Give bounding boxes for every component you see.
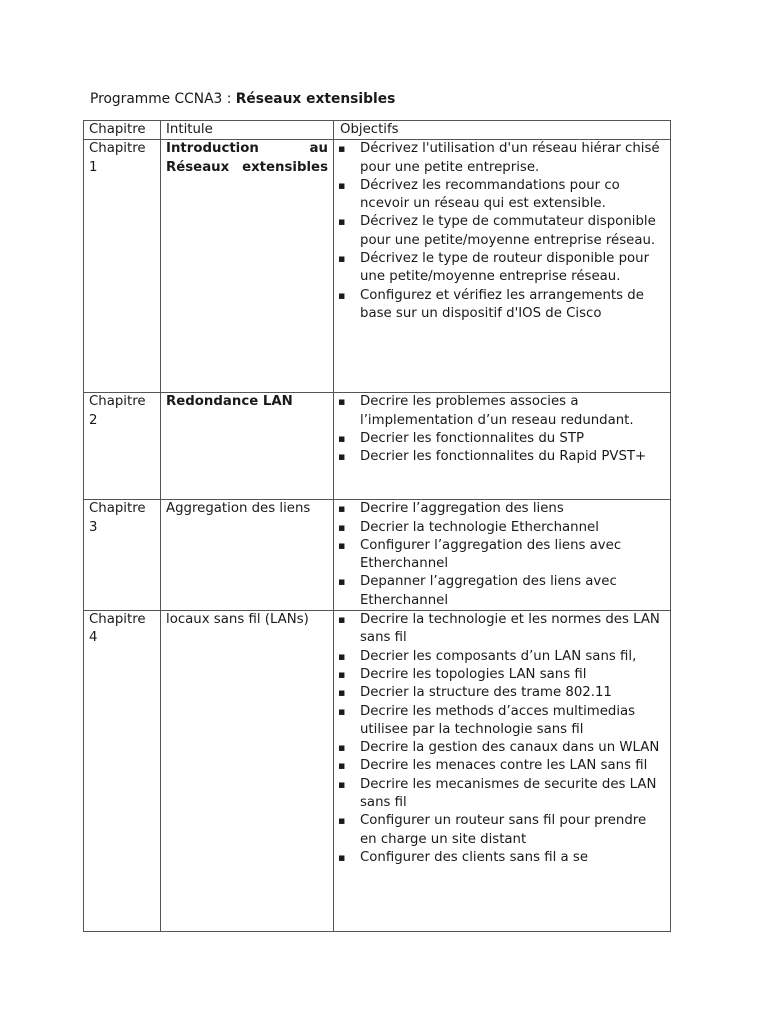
list-item: ▪ Decrire la gestion des canaux dans un WLAN [360,739,664,757]
list-item: ▪ Decrire l’aggregation des liens [360,500,664,518]
table-row [84,140,671,393]
table-row [84,500,671,611]
syllabus-table [83,120,671,932]
list-item: ▪ Decrier la structure des trame 802.11 [360,684,664,702]
list-item: ▪ Décrivez les recommandations pour co ncevoir un réseau qui est extensible. [360,177,664,214]
objectives-cell [334,140,671,393]
list-item: ▪ Decrier les composants d’un LAN sans fil, [360,648,664,666]
header-objectifs: Objectifs [334,121,671,140]
page-title [90,91,395,107]
objectives-list [360,611,664,867]
list-item: ▪ Configurer l’aggregation des liens avec Etherchannel [360,537,664,574]
objectives-list [360,500,664,610]
title-prefix: Programme CCNA3 : [90,91,236,107]
objectives-cell [334,393,671,500]
list-item: ▪ Decrier la technologie Etherchannel [360,519,664,537]
header-row [84,121,671,140]
list-item: ▪ Décrivez l'utilisation d'un réseau hiérar chisé pour une petite entreprise. [360,140,664,177]
list-item: ▪ Depanner l’aggregation des liens avec Etherchannel [360,573,664,610]
chapter-cell: Chapitre 3 [84,500,161,611]
list-item: ▪ Decrier les fonctionnalites du Rapid PVST+ [360,448,664,466]
list-item: ▪ Decrire les menaces contre les LAN sans fil [360,757,664,775]
list-item: ▪ Decrire les methods d’acces multimedias utilisee par la technologie sans fil [360,703,664,740]
chapter-cell: Chapitre 4 [84,611,161,932]
objectives-cell [334,500,671,611]
title-bold: Réseaux extensibles [235,91,396,107]
list-item: ▪ Decrire les mecanismes de securite des LAN sans fil [360,776,664,813]
title-cell: locaux sans fil (LANs) [161,611,334,932]
chapter-cell: Chapitre 2 [84,393,161,500]
table-row [84,393,671,500]
list-item: ▪ Configurer des clients sans fil a se [360,849,664,867]
header-chapitre: Chapitre [84,121,161,140]
header-intitule: Intitule [161,121,334,140]
list-item: ▪ Décrivez le type de commutateur disponible pour une petite/moyenne entreprise réseau. [360,213,664,250]
chapter-cell: Chapitre 1 [84,140,161,393]
title-text: Introduction au Réseaux extensibles [166,141,328,175]
title-cell [161,140,334,393]
objectives-list [360,140,664,323]
objectives-cell [334,611,671,932]
list-item: ▪ Decrier les fonctionnalites du STP [360,430,664,448]
list-item: ▪ Decrire les topologies LAN sans fil [360,666,664,684]
objectives-list [360,393,664,466]
list-item: ▪ Décrivez le type de routeur disponible pour une petite/moyenne entreprise réseau. [360,250,664,287]
list-item: ▪ Decrire la technologie et les normes des LAN sans fil [360,611,664,648]
list-item: ▪ Decrire les problemes associes a l’implementation d’un reseau redundant. [360,393,664,430]
list-item: ▪ Configurez et vérifiez les arrangements de base sur un dispositif d'IOS de Cisco [360,287,664,324]
table-row [84,611,671,932]
title-cell: Redondance LAN [161,393,334,500]
title-cell: Aggregation des liens [161,500,334,611]
list-item: ▪ Configurer un routeur sans fil pour prendre en charge un site distant [360,812,664,849]
